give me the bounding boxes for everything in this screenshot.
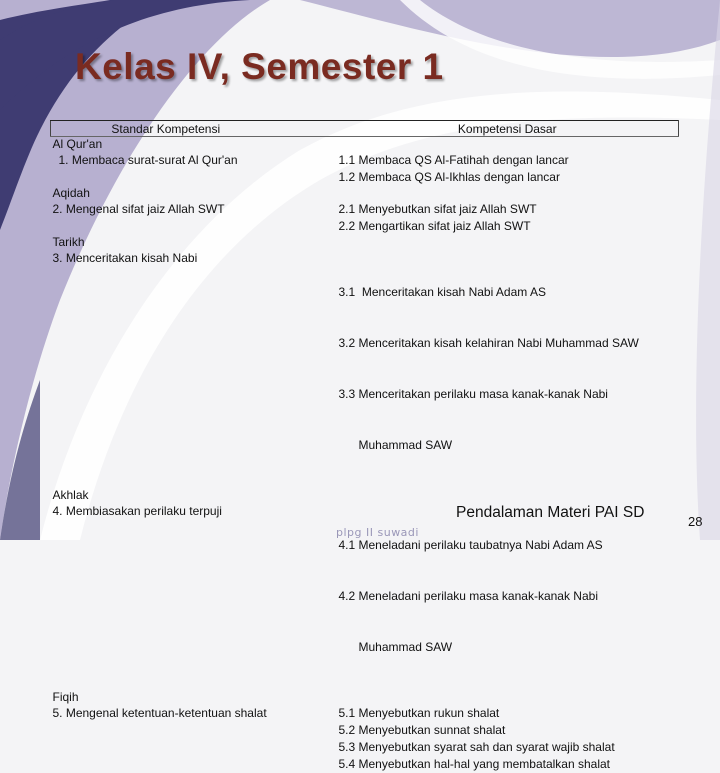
- standar-kompetensi-text: 3. Menceritakan kisah Nabi: [52, 251, 198, 265]
- list-item: 1.2 Membaca QS Al-Ikhlas dengan lancar: [338, 170, 560, 184]
- header-standar-kompetensi: Standar Kompetensi: [51, 121, 281, 137]
- section-heading: Akhlak: [52, 488, 89, 502]
- list-item: 5.1 Menyebutkan rukun shalat: [338, 706, 500, 720]
- table-row: [51, 235, 679, 250]
- list-item: Muhammad SAW: [338, 438, 453, 452]
- section-heading: Aqidah: [52, 186, 90, 200]
- section-heading: Al Qur'an: [52, 137, 103, 151]
- kompetensi-dasar-list: [337, 250, 679, 488]
- section-heading: Tarikh: [52, 235, 85, 249]
- list-item: Muhammad SAW: [338, 640, 453, 654]
- page-number: 28: [688, 514, 703, 529]
- list-item: 4.2 Meneladani perilaku masa kanak-kanak Nabi: [338, 589, 598, 603]
- standar-kompetensi-text: 5. Mengenal ketentuan-ketentuan shalat: [52, 706, 267, 720]
- standar-kompetensi-text: 2. Mengenal sifat jaiz Allah SWT: [52, 202, 225, 216]
- standar-kompetensi-text: 4. Membiasakan perilaku terpuji: [52, 504, 222, 518]
- list-item: 3.3 Menceritakan perilaku masa kanak-kanak Nabi: [338, 387, 608, 401]
- table-row: [51, 488, 679, 503]
- section-heading: Fiqih: [52, 690, 79, 704]
- author-stamp: plpg II suwadi: [336, 526, 419, 539]
- table-row: [51, 186, 679, 201]
- footer-text: Pendalaman Materi PAI SD: [456, 504, 645, 521]
- list-item: 2.2 Mengartikan sifat jaiz Allah SWT: [338, 219, 531, 233]
- list-item: 5.3 Menyebutkan syarat sah dan syarat wajib shalat: [338, 740, 615, 754]
- table-row: [51, 690, 679, 705]
- list-item: 5.2 Menyebutkan sunnat shalat: [338, 723, 506, 737]
- list-item: 4.1 Meneladani perilaku taubatnya Nabi Adam AS: [338, 538, 603, 552]
- table-row: [51, 250, 679, 488]
- kompetensi-dasar-list: [337, 201, 679, 235]
- table-row: [51, 705, 679, 773]
- slide-title: Kelas IV, Semester 1: [75, 46, 444, 87]
- list-item: 2.1 Menyebutkan sifat jaiz Allah SWT: [338, 202, 537, 216]
- table-row: [51, 137, 679, 153]
- standar-kompetensi-text: 1. Membaca surat-surat Al Qur'an: [58, 153, 238, 167]
- list-item: 3.1 Menceritakan kisah Nabi Adam AS: [338, 285, 546, 299]
- kompetensi-dasar-list: [337, 152, 679, 186]
- header-spacer: [281, 121, 337, 137]
- header-kompetensi-dasar: Kompetensi Dasar: [337, 121, 679, 137]
- competency-table: [50, 120, 679, 773]
- table-row: [51, 201, 679, 235]
- kompetensi-dasar-list: [337, 705, 679, 773]
- list-item: 1.1 Membaca QS Al-Fatihah dengan lancar: [338, 153, 569, 167]
- list-item: 3.2 Menceritakan kisah kelahiran Nabi Muhammad SAW: [338, 336, 639, 350]
- list-item: 5.4 Menyebutkan hal-hal yang membatalkan shalat: [338, 757, 610, 771]
- table-row: [51, 152, 679, 186]
